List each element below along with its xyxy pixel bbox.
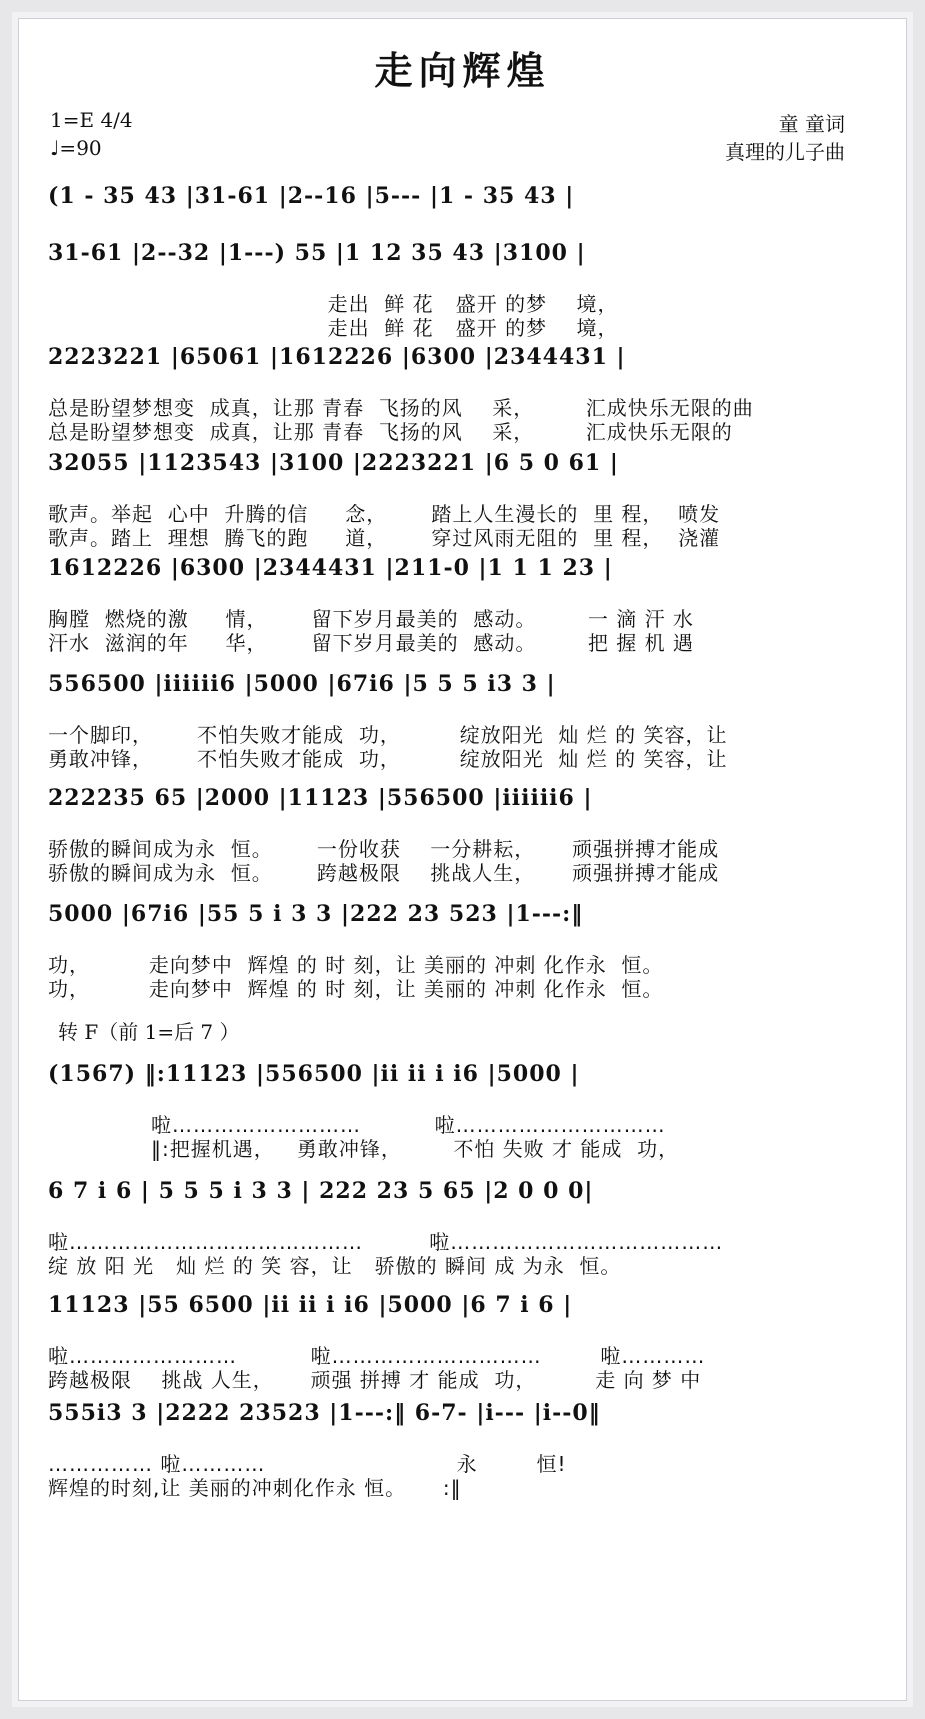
- composer-credit: 真理的儿子曲: [725, 140, 845, 164]
- lyric-line: 功， 走向梦中 辉煌 的 时 刻，让 美丽的 冲刺 化作永 恒。: [48, 977, 664, 1001]
- notation-row: (1567) ‖:11123 |556500 |ii ii i i6 |5000 |: [48, 1061, 580, 1087]
- lyric-line: 歌声。举起 心中 升腾的信 念， 踏上人生漫长的 里 程， 喷发: [48, 502, 721, 526]
- lyric-line: 绽 放 阳 光 灿 烂 的 笑 容，让 骄傲的 瞬间 成 为永 恒。: [48, 1254, 622, 1278]
- notation-row: 31-61 |2--32 |1---) 55 |1 12 35 43 |3100 |: [48, 240, 586, 266]
- lyric-line: 辉煌的时刻,让 美丽的冲刺化作永 恒。 :‖: [48, 1476, 462, 1500]
- tempo-mark: ♩=90: [50, 136, 102, 160]
- lyric-line: 跨越极限 挑战 人生， 顽强 拼搏 才 能成 功， 走 向 梦 中: [48, 1368, 702, 1392]
- lyric-line: 啦……………………… 啦…………………………: [48, 1113, 666, 1137]
- lyric-line: 勇敢冲锋， 不怕失败才能成 功， 绽放阳光 灿 烂 的 笑容，让: [48, 747, 728, 771]
- notation-row: 1612226 |6300 |2344431 |211-0 |1 1 1 23 |: [48, 555, 613, 581]
- lyric-line: 啦…………………… 啦………………………… 啦…………: [48, 1344, 706, 1368]
- lyric-line: 功， 走向梦中 辉煌 的 时 刻，让 美丽的 冲刺 化作永 恒。: [48, 953, 664, 977]
- lyric-line: …………… 啦………… 永 恒!: [48, 1452, 567, 1476]
- notation-row: 11123 |55 6500 |ii ii i i6 |5000 |6 7 i 6 |: [48, 1292, 573, 1318]
- lyric-line: 总是盼望梦想变 成真，让那 青春 飞扬的风 采， 汇成快乐无限的曲: [48, 396, 754, 420]
- notation-row: 32055 |1123543 |3100 |2223221 |6 5 0 61 |: [48, 450, 619, 476]
- lyric-line: 一个脚印， 不怕失败才能成 功， 绽放阳光 灿 烂 的 笑容，让: [48, 723, 728, 747]
- lyric-line: 汗水 滋润的年 华， 留下岁月最美的 感动。 把 握 机 遇: [48, 631, 694, 655]
- notation-row: (1 - 35 43 |31-61 |2--16 |5--- |1 - 35 43 |: [48, 183, 575, 209]
- lyric-line: 歌声。踏上 理想 腾飞的跑 道， 穿过风雨无阻的 里 程， 浇灌: [48, 526, 721, 550]
- modulation-note: 转 F（前 1=后 7 ）: [58, 1020, 240, 1044]
- lyric-line: 啦…………………………………… 啦…………………………………: [48, 1230, 724, 1254]
- lyric-line: 总是盼望梦想变 成真，让那 青春 飞扬的风 采， 汇成快乐无限的: [48, 420, 733, 444]
- song-title: 走向辉煌: [374, 48, 551, 93]
- lyric-line: 骄傲的瞬间成为永 恒。 一份收获 一分耕耘， 顽强拼搏才能成: [48, 837, 720, 861]
- lyric-line: ‖:把握机遇， 勇敢冲锋， 不怕 失败 才 能成 功，: [48, 1137, 680, 1161]
- key-signature: 1=E 4/4: [50, 108, 133, 132]
- lyric-line: 胸膛 燃烧的激 情， 留下岁月最美的 感动。 一 滴 汗 水: [48, 607, 694, 631]
- notation-row: 222235 65 |2000 |11123 |556500 |iiiiii6 |: [48, 785, 593, 811]
- notation-row: 5000 |67i6 |55 5 i 3 3 |222 23 523 |1---:‖: [48, 901, 584, 927]
- notation-row: 2223221 |65061 |1612226 |6300 |2344431 |: [48, 344, 626, 370]
- lyric-line: 骄傲的瞬间成为永 恒。 跨越极限 挑战人生， 顽强拼搏才能成: [48, 861, 720, 885]
- notation-row: 6 7 i 6 | 5 5 5 i 3 3 | 222 23 5 65 |2 0 0 0|: [48, 1178, 594, 1204]
- lyric-line: 走出 鲜 花 盛开 的梦 境，: [48, 316, 619, 340]
- lyricist-credit: 童 童词: [778, 112, 845, 136]
- notation-row: 556500 |iiiiii6 |5000 |67i6 |5 5 5 i3 3 |: [48, 671, 556, 697]
- notation-row: 555i3 3 |2222 23523 |1---:‖ 6-7- |i--- |i--0‖: [48, 1400, 601, 1426]
- lyric-line: 走出 鲜 花 盛开 的梦 境，: [48, 292, 619, 316]
